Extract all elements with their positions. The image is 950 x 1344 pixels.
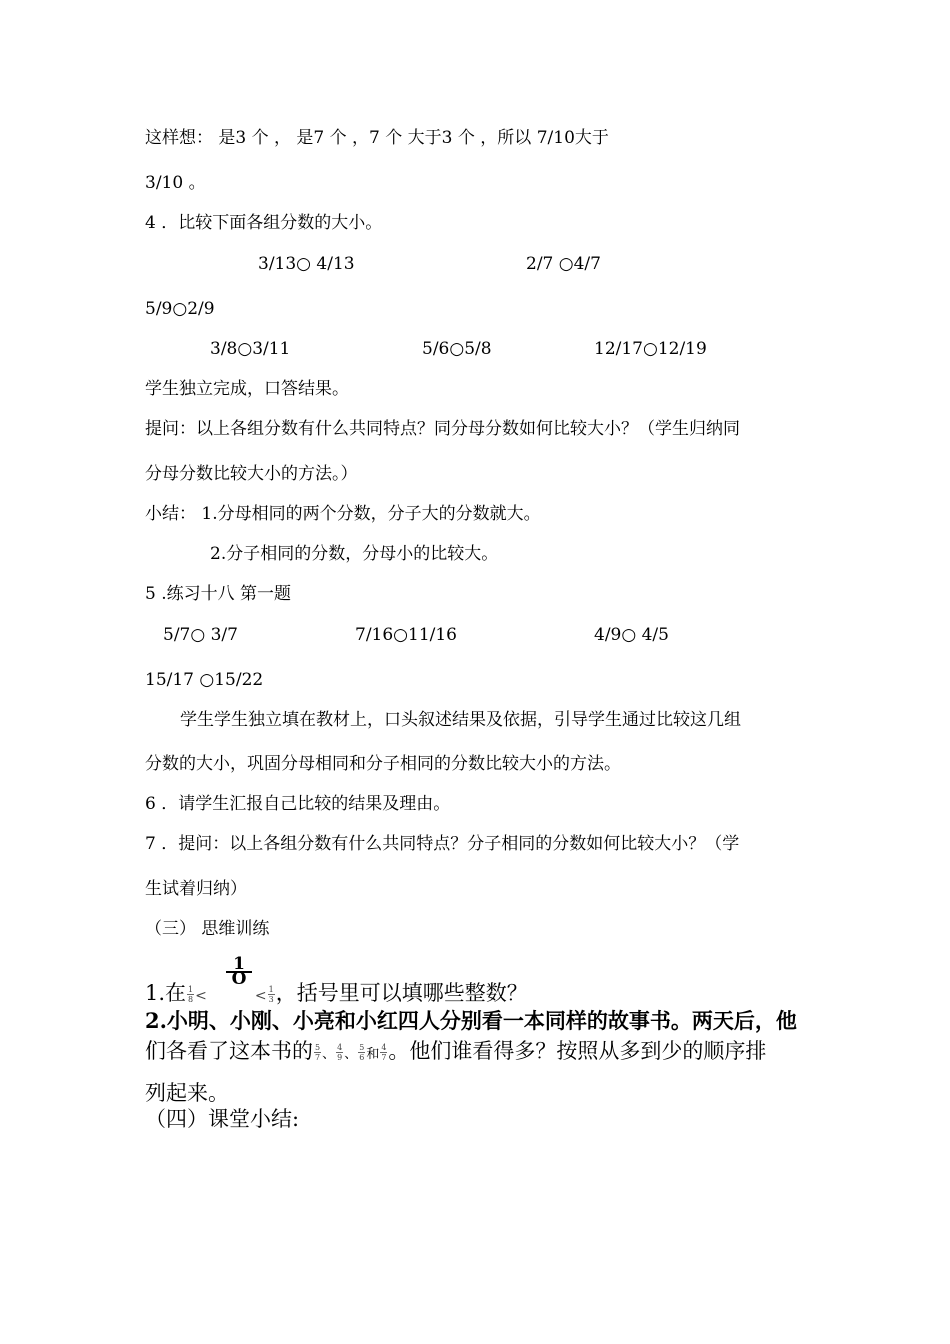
fraction-5-7: $\frac{5}{7}$ — [315, 1043, 321, 1062]
compare-15-17-15-22: 15/17 ○15/22 — [145, 670, 264, 690]
line-think: 这样想： 是3 个 ， 是7 个 ，7 个 大于3 个 ，所以 7/10大于 — [145, 128, 609, 148]
fraction-4-7: $\frac{4}{7}$ — [381, 1043, 387, 1062]
compare-4-9-4-5: 4/9○ 4/5 — [594, 625, 669, 645]
question-2-line-1: 2.小明、小刚、小亮和小红四人分别看一本同样的故事书。两天后，他 — [145, 1008, 797, 1033]
fraction-1-3: $\frac{1}{3}$ — [268, 985, 274, 1004]
section-three-title: （三） 思维训练 — [145, 919, 270, 939]
compare-5-6-5-8: 5/6○5/8 — [422, 339, 492, 359]
line-question: 提问：以上各组分数有什么共同特点？同分母分数如何比较大小？（学生归纳同 — [145, 419, 740, 439]
item-7: 7 ．提问：以上各组分数有什么共同特点？分子相同的分数如何比较大小？（学 — [145, 834, 740, 854]
fraction-5-6: $\frac{5}{6}$ — [359, 1043, 365, 1062]
item-4-title: 4 ．比较下面各组分数的大小。 — [145, 213, 383, 233]
line-fill-textbook: 学生学生独立填在教材上，口头叙述结果及依据，引导学生通过比较这几组 — [180, 710, 741, 730]
fraction-1-8: $\frac{1}{8}$ — [188, 985, 194, 1004]
line-conclusion: 3/10 。 — [145, 173, 206, 193]
fraction-4-9: $\frac{4}{9}$ — [337, 1043, 343, 1062]
compare-7-16-11-16: 7/16○11/16 — [355, 625, 457, 645]
compare-3-8-3-11: 3/8○3/11 — [210, 339, 291, 359]
line-independent: 学生独立完成，口答结果。 — [145, 379, 349, 399]
compare-5-9-2-9: 5/9○2/9 — [145, 299, 215, 319]
item-6: 6 ．请学生汇报自己比较的结果及理由。 — [145, 794, 451, 814]
line-fill-textbook-cont: 分数的大小，巩固分母相同和分子相同的分数比较大小的方法。 — [145, 754, 621, 774]
summary-1: 小结： 1.分母相同的两个分数，分子大的分数就大。 — [145, 504, 541, 524]
question-1: 1.在 $\frac{1}{8}$ < < $\frac{1}{3}$ ，括号里可以填哪些整数？ — [145, 981, 528, 1005]
item-5-title: 5 .练习十八 第一题 — [145, 584, 292, 604]
line-question-cont: 分母分数比较大小的方法。） — [145, 464, 358, 484]
compare-5-7-3-7: 5/7○ 3/7 — [163, 625, 238, 645]
blank-fraction: 1 O — [224, 958, 254, 982]
question-2-line-2: 们各看了这本书的 $\frac{5}{7}$ 、 $\frac{4}{9}$ 、 $\frac{5}{6}$ 和 $\frac{4}{7}$ 。他们谁看得多？按照从多到少的顺序排 — [145, 1039, 767, 1063]
summary-2: 2.分子相同的分数，分母小的比较大。 — [210, 544, 499, 564]
section-four-title: （四）课堂小结: — [145, 1107, 300, 1131]
item-7-cont: 生试着归纳） — [145, 879, 247, 899]
compare-3-13-4-13: 3/13○ 4/13 — [258, 254, 355, 274]
question-2-line-3: 列起来。 — [145, 1081, 229, 1105]
compare-2-7-4-7: 2/7 ○4/7 — [526, 254, 601, 274]
compare-12-17-12-19: 12/17○12/19 — [594, 339, 707, 359]
